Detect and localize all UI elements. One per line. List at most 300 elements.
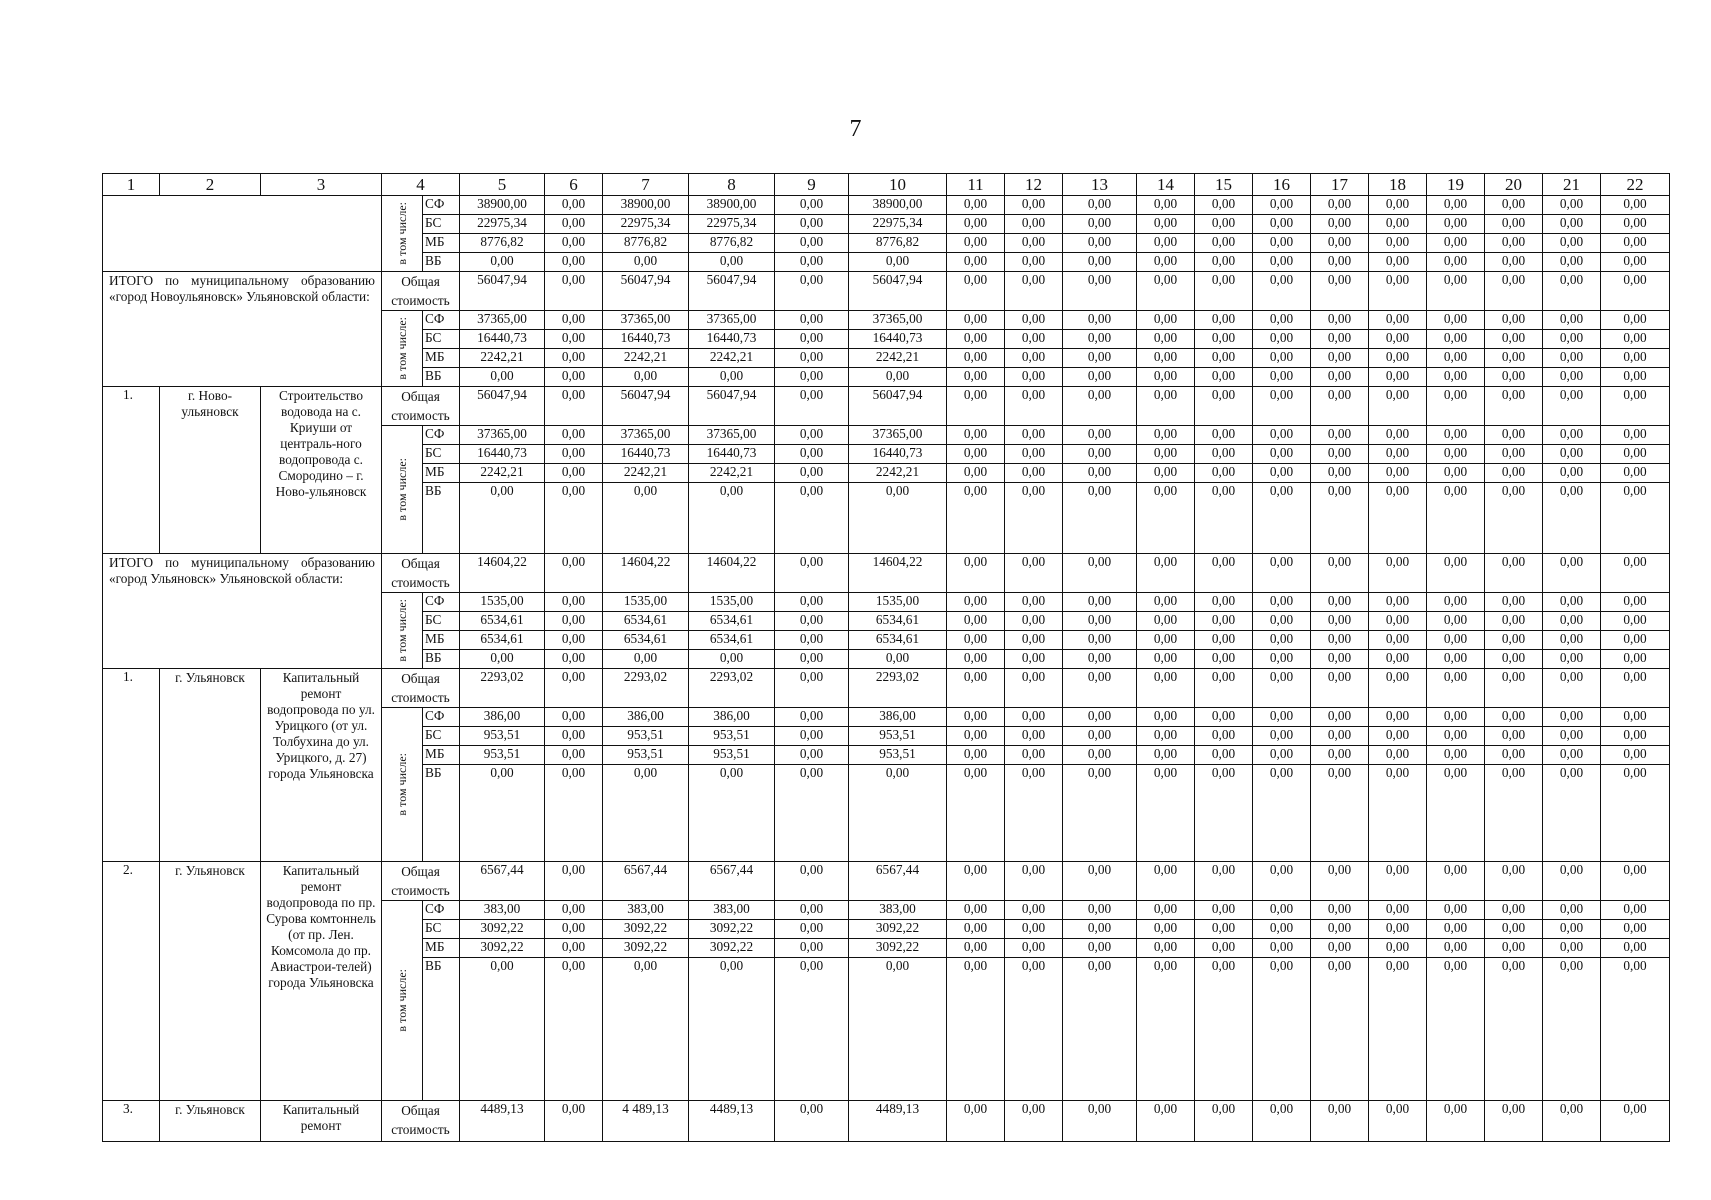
value-cell: 0,00: [1543, 862, 1601, 901]
value-cell: 6534,61: [603, 631, 689, 650]
value-cell: 1535,00: [849, 593, 947, 612]
value-cell: 0,00: [545, 554, 603, 593]
value-cell: 0,00: [1005, 765, 1063, 862]
value-cell: 0,00: [775, 1101, 849, 1142]
value-cell: 0,00: [1543, 612, 1601, 631]
value-cell: 14604,22: [689, 554, 775, 593]
value-cell: 2242,21: [849, 464, 947, 483]
value-cell: 0,00: [1369, 612, 1427, 631]
value-cell: 2242,21: [460, 464, 545, 483]
value-cell: 0,00: [1485, 631, 1543, 650]
value-cell: 0,00: [1485, 196, 1543, 215]
value-cell: 0,00: [1253, 862, 1311, 901]
value-cell: 0,00: [947, 426, 1005, 445]
value-cell: 0,00: [1543, 426, 1601, 445]
value-cell: 0,00: [689, 483, 775, 554]
value-cell: 0,00: [1253, 483, 1311, 554]
value-cell: 0,00: [1311, 368, 1369, 387]
value-cell: 953,51: [603, 746, 689, 765]
value-cell: 14604,22: [849, 554, 947, 593]
value-cell: 0,00: [775, 901, 849, 920]
column-number: 7: [603, 174, 689, 196]
value-cell: 0,00: [1005, 311, 1063, 330]
value-cell: 0,00: [1311, 862, 1369, 901]
value-cell: 0,00: [689, 765, 775, 862]
value-cell: 16440,73: [460, 330, 545, 349]
value-cell: 0,00: [1311, 612, 1369, 631]
value-cell: 0,00: [1601, 349, 1670, 368]
value-cell: 37365,00: [603, 426, 689, 445]
value-cell: 0,00: [1543, 272, 1601, 311]
value-cell: 0,00: [775, 215, 849, 234]
value-cell: 0,00: [1485, 669, 1543, 708]
value-cell: 0,00: [1601, 708, 1670, 727]
value-cell: 0,00: [1253, 554, 1311, 593]
value-cell: 0,00: [1369, 215, 1427, 234]
value-cell: 953,51: [689, 746, 775, 765]
item-total-row: [103, 862, 1670, 901]
value-cell: 0,00: [947, 368, 1005, 387]
value-cell: 0,00: [1311, 631, 1369, 650]
header-row: [103, 174, 1670, 196]
value-cell: 0,00: [1369, 445, 1427, 464]
value-cell: 0,00: [1427, 387, 1485, 426]
value-cell: 0,00: [1427, 349, 1485, 368]
value-cell: 0,00: [1485, 272, 1543, 311]
value-cell: 3092,22: [849, 939, 947, 958]
value-cell: 0,00: [1543, 253, 1601, 272]
value-cell: 0,00: [1427, 426, 1485, 445]
value-cell: 0,00: [1485, 445, 1543, 464]
value-cell: 0,00: [1137, 215, 1195, 234]
value-cell: 0,00: [1137, 483, 1195, 554]
value-cell: 0,00: [947, 272, 1005, 311]
value-cell: 0,00: [1369, 253, 1427, 272]
value-cell: 0,00: [1137, 272, 1195, 311]
value-cell: 0,00: [1005, 387, 1063, 426]
value-cell: 0,00: [1195, 234, 1253, 253]
value-cell: 3092,22: [849, 920, 947, 939]
value-cell: 0,00: [1195, 483, 1253, 554]
value-cell: 8776,82: [689, 234, 775, 253]
value-cell: 0,00: [1369, 958, 1427, 1101]
value-cell: 0,00: [947, 650, 1005, 669]
value-cell: 22975,34: [849, 215, 947, 234]
funding-code: БС: [423, 330, 460, 349]
value-cell: 0,00: [1253, 631, 1311, 650]
in-total-text: в том числе:: [394, 599, 409, 662]
value-cell: 0,00: [460, 253, 545, 272]
value-cell: 0,00: [1485, 368, 1543, 387]
value-cell: 953,51: [603, 727, 689, 746]
value-cell: 0,00: [775, 727, 849, 746]
value-cell: 0,00: [1427, 901, 1485, 920]
value-cell: 0,00: [1005, 330, 1063, 349]
value-cell: 0,00: [1369, 368, 1427, 387]
value-cell: 0,00: [1311, 765, 1369, 862]
value-cell: 0,00: [775, 368, 849, 387]
value-cell: 0,00: [1427, 311, 1485, 330]
value-cell: 0,00: [1543, 196, 1601, 215]
value-cell: 0,00: [1485, 311, 1543, 330]
value-cell: 0,00: [849, 483, 947, 554]
value-cell: 0,00: [1485, 920, 1543, 939]
value-cell: 38900,00: [603, 196, 689, 215]
value-cell: 0,00: [1195, 215, 1253, 234]
funding-code: СФ: [423, 708, 460, 727]
value-cell: 0,00: [689, 958, 775, 1101]
value-cell: 6567,44: [603, 862, 689, 901]
item-name: Капитальный ремонт водопровода по пр. Сурова комтоннель (от пр. Лен. Комсомола до пр. Авиастрои-телей) города Ульяновска: [261, 862, 382, 1101]
value-cell: 0,00: [1601, 483, 1670, 554]
value-cell: 0,00: [1063, 862, 1137, 901]
value-cell: 0,00: [1253, 958, 1311, 1101]
value-cell: 0,00: [1005, 483, 1063, 554]
value-cell: 0,00: [1601, 862, 1670, 901]
value-cell: 0,00: [1253, 1101, 1311, 1142]
value-cell: 14604,22: [460, 554, 545, 593]
value-cell: 0,00: [1601, 215, 1670, 234]
value-cell: 0,00: [1253, 593, 1311, 612]
value-cell: 2293,02: [603, 669, 689, 708]
value-cell: 0,00: [1005, 234, 1063, 253]
value-cell: 0,00: [1601, 272, 1670, 311]
value-cell: 0,00: [947, 311, 1005, 330]
value-cell: 0,00: [947, 727, 1005, 746]
funding-code: БС: [423, 920, 460, 939]
value-cell: 0,00: [603, 650, 689, 669]
value-cell: 0,00: [1063, 426, 1137, 445]
value-cell: 0,00: [1063, 669, 1137, 708]
value-cell: 0,00: [1369, 650, 1427, 669]
value-cell: 2242,21: [689, 464, 775, 483]
value-cell: 0,00: [1601, 196, 1670, 215]
value-cell: 0,00: [1195, 708, 1253, 727]
value-cell: 0,00: [1543, 593, 1601, 612]
value-cell: 386,00: [603, 708, 689, 727]
value-cell: 0,00: [1485, 939, 1543, 958]
value-cell: 0,00: [1485, 765, 1543, 862]
value-cell: 0,00: [1601, 387, 1670, 426]
value-cell: 0,00: [1543, 650, 1601, 669]
value-cell: 0,00: [1063, 234, 1137, 253]
value-cell: 0,00: [1005, 939, 1063, 958]
value-cell: 0,00: [1427, 650, 1485, 669]
value-cell: 0,00: [775, 708, 849, 727]
value-cell: 0,00: [460, 483, 545, 554]
value-cell: 0,00: [545, 483, 603, 554]
value-cell: 0,00: [947, 554, 1005, 593]
value-cell: 0,00: [775, 631, 849, 650]
value-cell: 0,00: [1427, 196, 1485, 215]
value-cell: 0,00: [1195, 368, 1253, 387]
value-cell: 953,51: [849, 727, 947, 746]
value-cell: 0,00: [1005, 920, 1063, 939]
value-cell: 0,00: [1063, 612, 1137, 631]
value-cell: 0,00: [1601, 368, 1670, 387]
value-cell: 0,00: [1005, 862, 1063, 901]
value-cell: 0,00: [1195, 330, 1253, 349]
value-cell: 0,00: [1485, 349, 1543, 368]
value-cell: 22975,34: [603, 215, 689, 234]
value-cell: 6534,61: [460, 631, 545, 650]
value-cell: 0,00: [1005, 612, 1063, 631]
value-cell: 0,00: [1543, 445, 1601, 464]
general-cost-label: Общая стоимость: [382, 272, 460, 311]
value-cell: 0,00: [1369, 746, 1427, 765]
value-cell: 0,00: [1311, 593, 1369, 612]
value-cell: 0,00: [1427, 368, 1485, 387]
value-cell: 1535,00: [460, 593, 545, 612]
value-cell: 0,00: [1311, 920, 1369, 939]
value-cell: 0,00: [1369, 669, 1427, 708]
value-cell: 0,00: [1485, 593, 1543, 612]
value-cell: 0,00: [1369, 939, 1427, 958]
value-cell: 37365,00: [849, 311, 947, 330]
value-cell: 0,00: [545, 765, 603, 862]
value-cell: 0,00: [1005, 368, 1063, 387]
value-cell: 0,00: [1063, 631, 1137, 650]
value-cell: 37365,00: [460, 311, 545, 330]
value-cell: 0,00: [545, 272, 603, 311]
value-cell: 0,00: [1543, 215, 1601, 234]
value-cell: 0,00: [1311, 311, 1369, 330]
value-cell: 56047,94: [689, 387, 775, 426]
value-cell: 0,00: [1485, 234, 1543, 253]
value-cell: 0,00: [1195, 272, 1253, 311]
funding-subrow: [103, 196, 1670, 215]
value-cell: 0,00: [1543, 708, 1601, 727]
value-cell: 0,00: [947, 746, 1005, 765]
value-cell: 0,00: [1005, 272, 1063, 311]
value-cell: 0,00: [1543, 368, 1601, 387]
value-cell: 0,00: [1311, 1101, 1369, 1142]
funding-code: СФ: [423, 311, 460, 330]
column-number: 19: [1427, 174, 1485, 196]
value-cell: 0,00: [947, 387, 1005, 426]
funding-code: БС: [423, 727, 460, 746]
value-cell: 38900,00: [689, 196, 775, 215]
item-number: 1.: [103, 387, 160, 554]
value-cell: 2293,02: [460, 669, 545, 708]
value-cell: 4489,13: [689, 1101, 775, 1142]
funding-code: МБ: [423, 234, 460, 253]
funding-code: МБ: [423, 746, 460, 765]
funding-code: СФ: [423, 426, 460, 445]
value-cell: 0,00: [545, 311, 603, 330]
value-cell: 0,00: [1063, 253, 1137, 272]
value-cell: 0,00: [1369, 554, 1427, 593]
value-cell: 0,00: [1253, 426, 1311, 445]
value-cell: 56047,94: [460, 272, 545, 311]
value-cell: 37365,00: [849, 426, 947, 445]
value-cell: 0,00: [1427, 483, 1485, 554]
value-cell: 0,00: [545, 196, 603, 215]
value-cell: 0,00: [1543, 464, 1601, 483]
value-cell: 2242,21: [603, 464, 689, 483]
value-cell: 0,00: [1485, 1101, 1543, 1142]
value-cell: 0,00: [1137, 1101, 1195, 1142]
value-cell: 0,00: [1543, 669, 1601, 708]
value-cell: 0,00: [1063, 920, 1137, 939]
column-number: 18: [1369, 174, 1427, 196]
value-cell: 0,00: [1485, 330, 1543, 349]
value-cell: 0,00: [1137, 368, 1195, 387]
value-cell: 0,00: [1311, 483, 1369, 554]
value-cell: 22975,34: [460, 215, 545, 234]
value-cell: 383,00: [460, 901, 545, 920]
value-cell: 0,00: [775, 612, 849, 631]
value-cell: 0,00: [1137, 554, 1195, 593]
value-cell: 0,00: [1195, 311, 1253, 330]
value-cell: 0,00: [1137, 939, 1195, 958]
value-cell: 0,00: [1005, 650, 1063, 669]
in-total-text: в том числе:: [394, 458, 409, 521]
value-cell: 0,00: [1601, 234, 1670, 253]
value-cell: 0,00: [1311, 939, 1369, 958]
column-number: 2: [160, 174, 261, 196]
value-cell: 0,00: [1543, 765, 1601, 862]
value-cell: 0,00: [545, 669, 603, 708]
value-cell: 6534,61: [689, 612, 775, 631]
funding-code: МБ: [423, 349, 460, 368]
item-name: Капитальный ремонт водопровода по ул. Урицкого (от ул. Толбухина до ул. Урицкого, д. 27) города Ульяновска: [261, 669, 382, 862]
value-cell: 0,00: [947, 253, 1005, 272]
value-cell: 0,00: [947, 330, 1005, 349]
value-cell: 0,00: [1369, 901, 1427, 920]
value-cell: 0,00: [775, 426, 849, 445]
value-cell: 0,00: [1485, 215, 1543, 234]
value-cell: 0,00: [1063, 349, 1137, 368]
funding-code: БС: [423, 215, 460, 234]
value-cell: 0,00: [1005, 349, 1063, 368]
value-cell: 0,00: [1485, 387, 1543, 426]
value-cell: 56047,94: [603, 387, 689, 426]
value-cell: 953,51: [689, 727, 775, 746]
value-cell: 0,00: [1063, 746, 1137, 765]
value-cell: 0,00: [1601, 1101, 1670, 1142]
value-cell: 38900,00: [460, 196, 545, 215]
value-cell: 0,00: [1311, 387, 1369, 426]
value-cell: 0,00: [1369, 311, 1427, 330]
value-cell: 16440,73: [689, 330, 775, 349]
value-cell: 0,00: [1253, 727, 1311, 746]
value-cell: 0,00: [1137, 650, 1195, 669]
value-cell: 0,00: [1195, 612, 1253, 631]
value-cell: 0,00: [1063, 708, 1137, 727]
funding-code: МБ: [423, 631, 460, 650]
in-total-label: [382, 426, 423, 554]
value-cell: 953,51: [849, 746, 947, 765]
value-cell: 0,00: [1063, 330, 1137, 349]
value-cell: 4 489,13: [603, 1101, 689, 1142]
in-total-label: [382, 708, 423, 862]
value-cell: 0,00: [1253, 368, 1311, 387]
value-cell: 0,00: [1543, 746, 1601, 765]
value-cell: 0,00: [1253, 612, 1311, 631]
value-cell: 0,00: [1195, 669, 1253, 708]
value-cell: 4489,13: [460, 1101, 545, 1142]
value-cell: 0,00: [1137, 727, 1195, 746]
value-cell: 0,00: [1063, 939, 1137, 958]
value-cell: 0,00: [1601, 593, 1670, 612]
value-cell: 0,00: [1543, 554, 1601, 593]
column-number: 12: [1005, 174, 1063, 196]
value-cell: 383,00: [603, 901, 689, 920]
value-cell: 0,00: [1601, 901, 1670, 920]
value-cell: 0,00: [1063, 272, 1137, 311]
value-cell: 0,00: [1427, 958, 1485, 1101]
value-cell: 0,00: [775, 445, 849, 464]
value-cell: 0,00: [775, 234, 849, 253]
value-cell: 0,00: [1063, 958, 1137, 1101]
value-cell: 0,00: [1369, 349, 1427, 368]
value-cell: 14604,22: [603, 554, 689, 593]
value-cell: 0,00: [775, 958, 849, 1101]
value-cell: 37365,00: [460, 426, 545, 445]
item-place: г. Ульяновск: [160, 862, 261, 1101]
value-cell: 0,00: [1253, 464, 1311, 483]
value-cell: 0,00: [1311, 746, 1369, 765]
in-total-label: [382, 901, 423, 1101]
value-cell: 0,00: [1063, 650, 1137, 669]
value-cell: 16440,73: [689, 445, 775, 464]
value-cell: 0,00: [1601, 746, 1670, 765]
funding-code: СФ: [423, 593, 460, 612]
value-cell: 0,00: [947, 234, 1005, 253]
value-cell: 6534,61: [460, 612, 545, 631]
value-cell: 0,00: [1543, 483, 1601, 554]
value-cell: 0,00: [1137, 958, 1195, 1101]
value-cell: 0,00: [545, 330, 603, 349]
value-cell: 0,00: [1427, 920, 1485, 939]
value-cell: 0,00: [1369, 234, 1427, 253]
page-number: 7: [849, 116, 862, 142]
value-cell: 0,00: [1005, 593, 1063, 612]
value-cell: 0,00: [1253, 669, 1311, 708]
item-total-row: [103, 1101, 1670, 1142]
value-cell: 0,00: [545, 234, 603, 253]
value-cell: 0,00: [1253, 445, 1311, 464]
column-number: 16: [1253, 174, 1311, 196]
value-cell: 0,00: [1253, 939, 1311, 958]
value-cell: 0,00: [775, 554, 849, 593]
column-number: 20: [1485, 174, 1543, 196]
value-cell: 0,00: [1195, 939, 1253, 958]
value-cell: 0,00: [1137, 593, 1195, 612]
value-cell: 0,00: [947, 445, 1005, 464]
value-cell: 0,00: [603, 253, 689, 272]
general-cost-label: Общая стоимость: [382, 387, 460, 426]
value-cell: 0,00: [545, 746, 603, 765]
in-total-label: [382, 196, 423, 272]
value-cell: 0,00: [1485, 862, 1543, 901]
value-cell: 0,00: [1137, 901, 1195, 920]
value-cell: 0,00: [545, 349, 603, 368]
value-cell: 0,00: [1427, 272, 1485, 311]
value-cell: 0,00: [1137, 862, 1195, 901]
table-body: [103, 174, 1670, 1142]
value-cell: 56047,94: [603, 272, 689, 311]
value-cell: 0,00: [1601, 765, 1670, 862]
value-cell: 0,00: [775, 920, 849, 939]
value-cell: 0,00: [545, 445, 603, 464]
funding-code: ВБ: [423, 483, 460, 554]
value-cell: 0,00: [947, 631, 1005, 650]
value-cell: 0,00: [947, 862, 1005, 901]
value-cell: 0,00: [947, 920, 1005, 939]
value-cell: 0,00: [545, 426, 603, 445]
